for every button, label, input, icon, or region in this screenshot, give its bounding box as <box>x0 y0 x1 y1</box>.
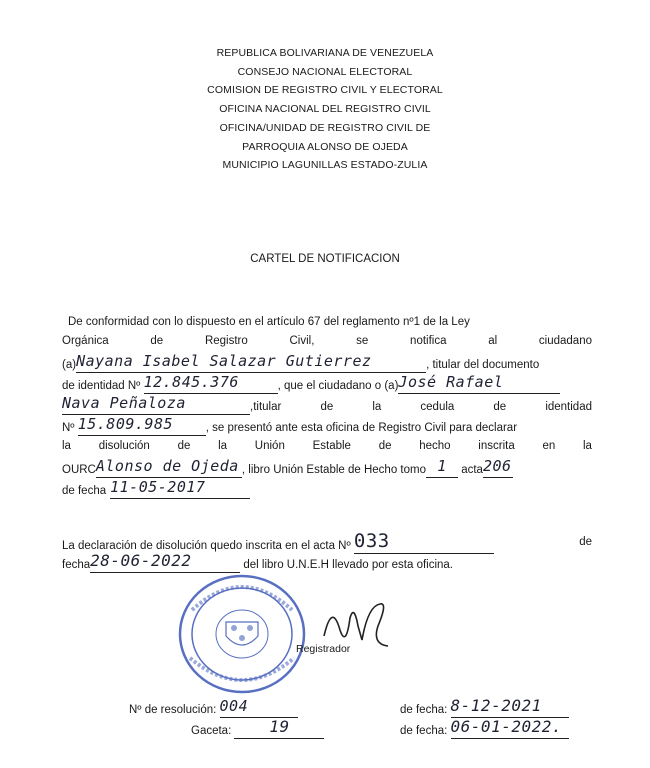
citizen-id: 12.845.376 <box>143 373 239 391</box>
notice-word: Estable <box>312 440 351 452</box>
gaceta-value: 19 <box>269 717 290 736</box>
presented-text: , se presentó ante esta oficina de Registro Civil para declarar <box>205 422 518 434</box>
gaceta-row <box>191 717 324 739</box>
acta-number-field <box>353 530 494 554</box>
notice-word: cedula <box>420 401 455 413</box>
declaration-de: de <box>579 536 592 548</box>
citizen-name-field <box>76 352 426 373</box>
notice-word: disolución <box>98 440 150 452</box>
notice-line-6 <box>62 415 592 439</box>
notice-word: de <box>150 335 164 347</box>
declares-text: , que el ciudadano o (a) <box>277 380 399 392</box>
notice-word: al <box>488 335 498 347</box>
notice-line-3 <box>62 352 592 376</box>
notice-word: la <box>218 440 228 452</box>
header-line: OFICINA/UNIDAD DE REGISTRO CIVIL DE <box>219 121 431 134</box>
resolution-field <box>219 697 298 718</box>
notice-word: hecho <box>419 440 451 452</box>
ourc-value: Alonso de Ojeda <box>95 457 239 475</box>
resolution-value: 004 <box>219 697 249 715</box>
other-name-1: José Rafael <box>398 373 504 391</box>
resolution-date-row <box>400 696 569 718</box>
ourc-label: OURC <box>62 464 96 476</box>
notice-line-9 <box>62 478 592 502</box>
gaceta-date-label: de fecha: <box>400 725 448 737</box>
header-line: REPUBLICA BOLIVARIANA DE VENEZUELA <box>216 47 434 59</box>
notice-word: la <box>372 401 382 413</box>
notice-word: ,titular <box>250 401 282 413</box>
notice-word: Civil, <box>289 335 315 347</box>
notice-word: en <box>542 440 556 452</box>
gaceta-label: Gaceta: <box>191 725 232 737</box>
declaration-fecha: 28-06-2022 <box>90 551 192 570</box>
libro-text: , libro Unión Estable de Hecho tomo <box>241 464 426 476</box>
acta-label: acta <box>461 464 483 476</box>
other-id: 15.809.985 <box>77 415 174 433</box>
citizen-name: Nayana Isabel Salazar Gutierrez <box>76 352 372 370</box>
resolution-row <box>129 697 298 718</box>
titular-text: , titular del documento <box>426 359 540 371</box>
notice-word: notifica <box>410 335 447 347</box>
other-id-field <box>77 415 206 436</box>
notice-word: de <box>320 401 334 413</box>
notice-word: la <box>62 440 71 452</box>
notice-word: inscrita <box>478 440 515 452</box>
notice-word: de <box>493 401 507 413</box>
notice-word: Registro <box>204 335 248 347</box>
header-line: MUNICIPIO LAGUNILLAS ESTADO-ZULIA <box>222 159 428 172</box>
resolution-date-field <box>450 696 569 718</box>
acta-field <box>482 457 513 478</box>
official-seal <box>170 570 320 700</box>
notice-word: identidad <box>545 401 592 413</box>
acta-number: 033 <box>353 530 390 552</box>
tomo-field <box>426 457 458 478</box>
declaration-fecha-label: fecha <box>62 559 91 571</box>
id-label: de identidad Nº <box>62 380 141 392</box>
declaration-line-2 <box>62 551 592 576</box>
declaration-text-2: del libro U.N.E.H llevado por esta oficina. <box>243 559 453 571</box>
gaceta-field <box>234 717 324 739</box>
document-header <box>0 44 650 175</box>
header-line: CONSEJO NACIONAL ELECTORAL <box>237 65 413 78</box>
header-line: COMISION DE REGISTRO CIVIL Y ELECTORAL <box>207 84 443 97</box>
notice-word: ciudadano <box>538 335 592 347</box>
ourc-field <box>95 457 242 478</box>
notice-word: de <box>177 440 191 452</box>
notice-word: de <box>378 440 392 452</box>
document-title: CARTEL DE NOTIFICACION <box>250 253 400 265</box>
gaceta-date-field <box>450 717 569 739</box>
gaceta-date-value: 06-01-2022. <box>450 717 562 736</box>
gaceta-date-row <box>400 717 569 739</box>
other-name-2: Nava Peñaloza <box>62 394 186 412</box>
fecha-value: 11-05-2017 <box>110 478 206 496</box>
resolution-date-value: 8-12-2021 <box>450 696 542 715</box>
prefix-a: (a) <box>62 359 77 371</box>
declaration-text: La declaración de disolución quedo inscrita en el acta Nº <box>62 540 351 552</box>
other-name-field-1 <box>398 373 560 394</box>
resolution-label: Nº de resolución: <box>129 704 217 716</box>
header-line: OFICINA NACIONAL DEL REGISTRO CIVIL <box>219 103 431 116</box>
notice-word: se <box>356 335 369 347</box>
other-name-field-2 <box>62 394 250 415</box>
notice-word: la <box>583 440 592 452</box>
n-label: Nº <box>62 422 75 434</box>
notice-word: Unión <box>254 440 285 452</box>
notice-line-1: De conformidad con lo dispuesto en el artículo 67 del reglamento nº1 de la Ley <box>68 316 470 328</box>
tomo-value: 1 <box>437 457 447 475</box>
resolution-date-label: de fecha: <box>400 704 448 716</box>
fecha-field <box>110 478 250 499</box>
acta-value: 206 <box>482 457 512 475</box>
citizen-id-field <box>143 373 278 394</box>
fecha-label: de fecha <box>62 485 107 497</box>
registrar-label: Registrador <box>296 643 351 655</box>
notice-word: Orgánica <box>62 335 109 347</box>
header-line: PARROQUIA ALONSO DE OJEDA <box>242 140 408 153</box>
